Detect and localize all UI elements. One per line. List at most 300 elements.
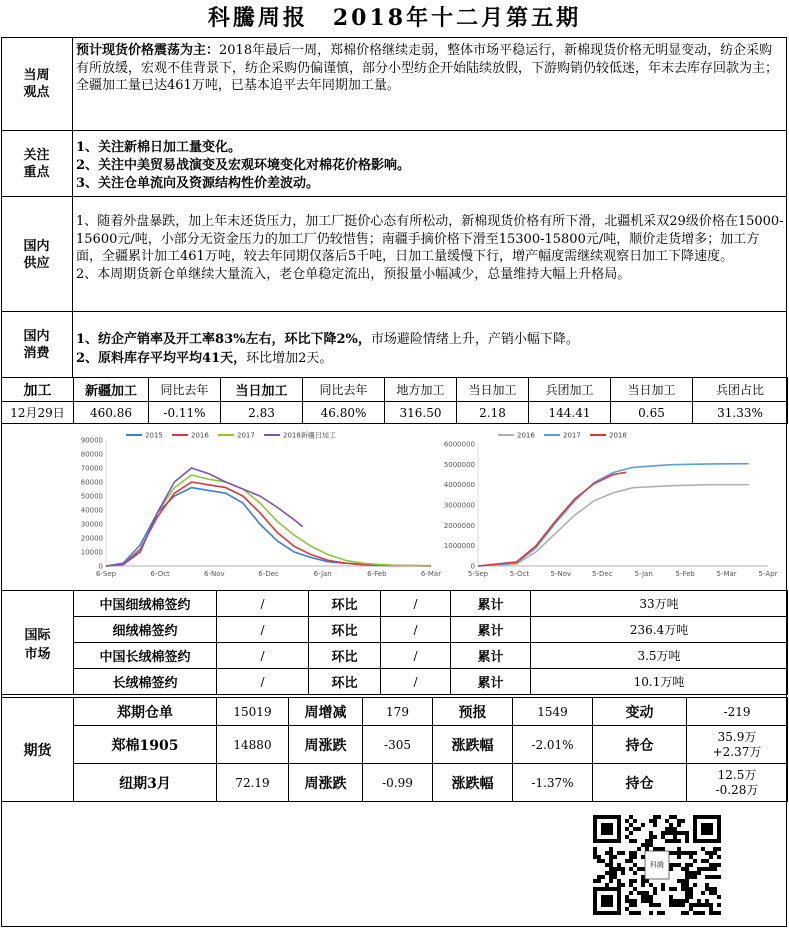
processing-header: 同比去年 bbox=[149, 378, 221, 402]
qr-module bbox=[693, 871, 697, 875]
futures-metric-value: -1.37% bbox=[513, 764, 593, 802]
processing-cell: 144.41 bbox=[529, 402, 611, 424]
qr-module bbox=[709, 911, 713, 915]
qr-module bbox=[641, 895, 645, 899]
qr-module bbox=[617, 851, 621, 855]
futures-table bbox=[1, 697, 788, 802]
qr-module bbox=[705, 887, 709, 891]
qr-module bbox=[649, 839, 653, 843]
qr-module bbox=[641, 879, 645, 883]
weekly-view-label bbox=[1, 38, 73, 130]
qr-module bbox=[597, 879, 601, 883]
qr-module bbox=[661, 887, 665, 891]
futures-row bbox=[2, 698, 788, 726]
y-tick-label: 0 bbox=[470, 562, 475, 571]
y-tick-label: 70000 bbox=[80, 464, 103, 473]
international-market-table bbox=[1, 590, 788, 695]
qr-module bbox=[689, 855, 693, 859]
qr-module bbox=[657, 903, 661, 907]
qr-module bbox=[713, 851, 717, 855]
qr-module bbox=[681, 879, 685, 883]
qr-module bbox=[685, 891, 689, 895]
futures-position-change: -0.28万 bbox=[715, 782, 759, 797]
consumption-text bbox=[73, 328, 787, 370]
futures-position-value: 12.5万 bbox=[717, 767, 757, 782]
qr-module bbox=[609, 875, 613, 879]
qr-module bbox=[633, 879, 637, 883]
processing-header: 同比去年 bbox=[303, 378, 385, 402]
futures-metric-label: 周涨跌 bbox=[289, 764, 363, 802]
supply-paragraph-1: 1、随着外盘暴跌，加上年末还货压力，加工厂挺价心态有所松动，新棉现货价格有所下滑，北疆机采双29级价格在15000-15600元/吨，小部分无资金压力的加工厂仍较惜售；南疆手摘价格下滑至15300-15800元/吨，顺价走货增多；加工方面，全疆累计加工461万吨，较去年同期仅落后5千吨，日加工量缓慢下行，增产幅度需继续观察日加工下降速度。 bbox=[76, 214, 784, 264]
qr-module bbox=[681, 867, 685, 871]
x-tick-label: 5-Jan bbox=[634, 570, 653, 578]
qr-module bbox=[713, 863, 717, 867]
processing-header: 当日加工 bbox=[611, 378, 693, 402]
qr-module bbox=[649, 911, 653, 915]
qr-module bbox=[633, 851, 637, 855]
qr-module bbox=[669, 867, 673, 871]
qr-module bbox=[685, 851, 689, 855]
qr-module bbox=[685, 883, 689, 887]
qr-module bbox=[637, 891, 641, 895]
qr-module bbox=[685, 831, 689, 835]
qr-module bbox=[677, 839, 681, 843]
qr-module bbox=[641, 891, 645, 895]
weekly-view-section bbox=[1, 38, 787, 130]
focus-section bbox=[1, 130, 787, 196]
qr-module bbox=[693, 883, 697, 887]
qr-module bbox=[645, 895, 649, 899]
weekly-label-line1: 当周 bbox=[23, 68, 50, 83]
futures-metric-label: 周涨跌 bbox=[289, 726, 363, 764]
processing-value-row bbox=[2, 402, 788, 424]
futures-row bbox=[2, 726, 788, 764]
qr-module bbox=[717, 875, 721, 879]
qr-module bbox=[593, 855, 597, 859]
qr-module bbox=[633, 887, 637, 891]
qr-module bbox=[685, 875, 689, 879]
y-tick-label: 10000 bbox=[80, 548, 103, 557]
qr-module bbox=[685, 835, 689, 839]
qr-module bbox=[665, 819, 669, 823]
futures-label: 期货 bbox=[2, 698, 74, 802]
qr-module bbox=[669, 851, 673, 855]
qr-module bbox=[645, 899, 649, 903]
qr-module bbox=[613, 867, 617, 871]
qr-module bbox=[717, 863, 721, 867]
qr-module bbox=[709, 851, 713, 855]
processing-header-row bbox=[2, 378, 788, 402]
qr-module bbox=[601, 875, 605, 879]
futures-metric-value: 179 bbox=[363, 698, 433, 726]
qr-module bbox=[653, 823, 657, 827]
qr-module bbox=[593, 879, 597, 883]
focus-label bbox=[1, 131, 73, 197]
qr-module bbox=[637, 911, 641, 915]
qr-module bbox=[705, 899, 709, 903]
consumption-label-line2: 消费 bbox=[23, 346, 50, 361]
intl-cum-label: 累计 bbox=[451, 643, 531, 669]
consumption-l1-bold: 1、纺企产销率及开工率83%左右，环比下降2%， bbox=[76, 332, 371, 347]
consumption-label bbox=[1, 312, 73, 378]
supply-label-line1: 国内 bbox=[23, 238, 50, 254]
qr-module bbox=[661, 835, 665, 839]
qr-module bbox=[673, 903, 677, 907]
consumption-l2-bold: 2、原料库存平均平均41天， bbox=[76, 351, 247, 366]
futures-metric-label: 持仓 bbox=[593, 726, 687, 764]
x-tick-label: 5-Dec bbox=[592, 570, 613, 578]
weekly-lead: 预计现货价格震荡为主： bbox=[76, 43, 220, 58]
qr-module bbox=[653, 891, 657, 895]
qr-module bbox=[661, 911, 665, 915]
qr-module bbox=[673, 827, 677, 831]
qr-module bbox=[641, 883, 645, 887]
qr-module bbox=[649, 831, 653, 835]
futures-row bbox=[2, 764, 788, 802]
qr-module bbox=[605, 863, 609, 867]
y-tick-label: 4000000 bbox=[443, 481, 475, 490]
futures-item: 郑棉1905 bbox=[74, 726, 217, 764]
qr-module bbox=[685, 867, 689, 871]
qr-module bbox=[681, 831, 685, 835]
qr-module bbox=[717, 847, 721, 851]
qr-module bbox=[717, 911, 721, 915]
intl-value: / bbox=[217, 591, 309, 617]
qr-module bbox=[697, 871, 701, 875]
focus-item: 3、关注仓单流向及资源结构性价差波动。 bbox=[76, 176, 320, 191]
qr-module bbox=[701, 859, 705, 863]
focus-list bbox=[73, 137, 787, 195]
qr-module bbox=[637, 847, 641, 851]
qr-module bbox=[701, 891, 705, 895]
qr-module bbox=[693, 911, 697, 915]
qr-module bbox=[629, 883, 633, 887]
focus-item: 1、关注新棉日加工量变化。 bbox=[76, 140, 242, 155]
qr-module bbox=[685, 871, 689, 875]
qr-module bbox=[681, 819, 685, 823]
qr-module bbox=[665, 839, 669, 843]
intl-row bbox=[2, 643, 788, 669]
processing-header: 加工 bbox=[2, 378, 74, 402]
series-line bbox=[106, 482, 431, 566]
intl-ring-label: 环比 bbox=[309, 591, 381, 617]
futures-metric-label: 预报 bbox=[433, 698, 513, 726]
qr-module bbox=[605, 871, 609, 875]
qr-module bbox=[713, 847, 717, 851]
qr-module bbox=[625, 827, 629, 831]
qr-module bbox=[629, 867, 633, 871]
qr-module bbox=[701, 847, 705, 851]
qr-module bbox=[621, 851, 625, 855]
qr-module bbox=[641, 823, 645, 827]
futures-position bbox=[687, 726, 788, 764]
qr-module bbox=[677, 847, 681, 851]
x-tick-label: 6-Oct bbox=[150, 570, 170, 578]
qr-module bbox=[625, 859, 629, 863]
qr-module bbox=[649, 899, 653, 903]
qr-module bbox=[665, 827, 669, 831]
qr-module bbox=[653, 815, 657, 819]
qr-module bbox=[601, 859, 605, 863]
qr-module bbox=[689, 903, 693, 907]
qr-module bbox=[709, 867, 713, 871]
qr-module bbox=[677, 851, 681, 855]
qr-module bbox=[597, 875, 601, 879]
focus-label-line2: 重点 bbox=[23, 165, 50, 180]
qr-module bbox=[685, 899, 689, 903]
consumption-section bbox=[1, 311, 787, 377]
qr-module bbox=[641, 899, 645, 903]
processing-cell: -0.11% bbox=[149, 402, 221, 424]
processing-header: 当日加工 bbox=[457, 378, 529, 402]
qr-module bbox=[689, 871, 693, 875]
qr-module bbox=[625, 907, 629, 911]
qr-module bbox=[609, 851, 613, 855]
qr-module bbox=[653, 819, 657, 823]
qr-module bbox=[597, 855, 601, 859]
processing-header: 当日加工 bbox=[221, 378, 303, 402]
intl-name: 中国长绒棉签约 bbox=[74, 643, 217, 669]
x-tick-label: 5-Apr bbox=[758, 570, 778, 578]
supply-label bbox=[1, 197, 73, 312]
qr-module bbox=[669, 823, 673, 827]
qr-module bbox=[657, 815, 661, 819]
y-tick-label: 80000 bbox=[80, 450, 103, 459]
qr-module bbox=[689, 887, 693, 891]
qr-module bbox=[653, 887, 657, 891]
qr-module bbox=[681, 903, 685, 907]
legend-label: 2017 bbox=[563, 431, 581, 440]
qr-module bbox=[677, 819, 681, 823]
x-tick-label: 6-Feb bbox=[367, 570, 387, 578]
processing-header: 新疆加工 bbox=[74, 378, 149, 402]
qr-module bbox=[705, 851, 709, 855]
qr-module bbox=[713, 875, 717, 879]
futures-position bbox=[687, 764, 788, 802]
intl-name: 中国细绒棉签约 bbox=[74, 591, 217, 617]
qr-module bbox=[629, 815, 633, 819]
y-tick-label: 3000000 bbox=[443, 501, 475, 510]
futures-value: 72.19 bbox=[217, 764, 289, 802]
qr-module bbox=[705, 875, 709, 879]
qr-logo-text: 科腾 bbox=[650, 861, 664, 869]
qr-module bbox=[629, 899, 633, 903]
qr-module bbox=[717, 903, 721, 907]
qr-module bbox=[633, 827, 637, 831]
qr-module bbox=[669, 903, 673, 907]
daily-processing-chart bbox=[70, 428, 440, 588]
intl-row bbox=[2, 669, 788, 695]
qr-module bbox=[629, 891, 633, 895]
qr-module bbox=[633, 903, 637, 907]
qr-module bbox=[605, 883, 609, 887]
cumulative-processing-chart bbox=[440, 428, 778, 588]
qr-module bbox=[689, 863, 693, 867]
qr-module bbox=[701, 867, 705, 871]
futures-metric-label: 周增减 bbox=[289, 698, 363, 726]
y-tick-label: 1000000 bbox=[443, 542, 475, 551]
intl-label bbox=[2, 591, 74, 695]
qr-module bbox=[673, 835, 677, 839]
qr-module bbox=[645, 843, 649, 847]
qr-module bbox=[681, 899, 685, 903]
intl-ring-label: 环比 bbox=[309, 669, 381, 695]
qr-module bbox=[709, 891, 713, 895]
futures-item: 纽期3月 bbox=[74, 764, 217, 802]
qr-module bbox=[621, 883, 625, 887]
qr-module bbox=[625, 899, 629, 903]
futures-metric-value: 1549 bbox=[513, 698, 593, 726]
intl-cum-value: 3.5万吨 bbox=[531, 643, 788, 669]
qr-module bbox=[649, 903, 653, 907]
qr-module bbox=[609, 855, 613, 859]
qr-module bbox=[693, 851, 697, 855]
qr-module bbox=[713, 891, 717, 895]
qr-module bbox=[649, 819, 653, 823]
qr-module bbox=[681, 883, 685, 887]
qr-module bbox=[617, 867, 621, 871]
futures-value: 14880 bbox=[217, 726, 289, 764]
qr-module bbox=[697, 903, 701, 907]
qr-module bbox=[701, 911, 705, 915]
qr-module bbox=[685, 863, 689, 867]
consumption-line-1 bbox=[76, 330, 784, 349]
qr-module bbox=[681, 887, 685, 891]
qr-module bbox=[673, 863, 677, 867]
x-tick-label: 5-Nov bbox=[550, 570, 572, 578]
futures-position-change: +2.37万 bbox=[712, 744, 762, 759]
intl-ring-label: 环比 bbox=[309, 617, 381, 643]
qr-module bbox=[689, 875, 693, 879]
qr-module bbox=[689, 907, 693, 911]
qr-module bbox=[633, 863, 637, 867]
processing-cell: 460.86 bbox=[74, 402, 149, 424]
qr-module bbox=[677, 831, 681, 835]
supply-text bbox=[73, 211, 787, 285]
qr-module bbox=[709, 875, 713, 879]
processing-cell: 2.83 bbox=[221, 402, 303, 424]
series-line bbox=[478, 472, 626, 566]
intl-value: / bbox=[217, 617, 309, 643]
consumption-l1-rest: 市场避险情绪上升，产销小幅下降。 bbox=[370, 332, 579, 347]
qr-module bbox=[685, 895, 689, 899]
qr-module bbox=[597, 859, 601, 863]
qr-module bbox=[645, 891, 649, 895]
qr-module bbox=[673, 887, 677, 891]
qr-module bbox=[641, 875, 645, 879]
qr-module bbox=[617, 879, 621, 883]
qr-module bbox=[697, 911, 701, 915]
qr-module bbox=[629, 823, 633, 827]
y-tick-label: 0 bbox=[98, 562, 103, 571]
intl-cum-label: 累计 bbox=[451, 591, 531, 617]
qr-module bbox=[633, 819, 637, 823]
qr-module bbox=[661, 883, 665, 887]
qr-module bbox=[717, 895, 721, 899]
focus-item: 2、关注中美贸易战演变及宏观环境变化对棉花价格影响。 bbox=[76, 158, 411, 173]
legend-label: 2018新疆日加工 bbox=[283, 431, 336, 440]
qr-module bbox=[697, 899, 701, 903]
x-tick-label: 6-Mar bbox=[420, 570, 442, 578]
processing-cell: 46.80% bbox=[303, 402, 385, 424]
qr-module bbox=[689, 851, 693, 855]
qr-module bbox=[705, 867, 709, 871]
processing-header: 地方加工 bbox=[385, 378, 457, 402]
qr-module bbox=[641, 867, 645, 871]
futures-value: 15019 bbox=[217, 698, 289, 726]
intl-cum-label: 累计 bbox=[451, 669, 531, 695]
qr-module bbox=[677, 879, 681, 883]
qr-module bbox=[629, 903, 633, 907]
qr-module bbox=[677, 823, 681, 827]
qr-module bbox=[669, 827, 673, 831]
legend-label: 2015 bbox=[145, 431, 163, 440]
qr-module bbox=[669, 815, 673, 819]
qr-module bbox=[673, 815, 677, 819]
qr-finder-core bbox=[601, 823, 613, 835]
qr-module bbox=[609, 863, 613, 867]
futures-position-value: 35.9万 bbox=[717, 729, 757, 744]
qr-module bbox=[613, 871, 617, 875]
qr-module bbox=[681, 851, 685, 855]
y-tick-label: 5000000 bbox=[443, 460, 475, 469]
qr-module bbox=[709, 887, 713, 891]
y-tick-label: 2000000 bbox=[443, 521, 475, 530]
qr-module bbox=[673, 851, 677, 855]
intl-value: / bbox=[217, 643, 309, 669]
qr-module bbox=[641, 843, 645, 847]
futures-metric-value: -2.01% bbox=[513, 726, 593, 764]
processing-header: 兵团加工 bbox=[529, 378, 611, 402]
qr-module bbox=[653, 835, 657, 839]
weekly-view-text bbox=[73, 40, 787, 97]
processing-table bbox=[1, 377, 788, 424]
series-line bbox=[478, 464, 749, 566]
qr-module bbox=[625, 895, 629, 899]
qr-module bbox=[633, 839, 637, 843]
qr-module bbox=[629, 831, 633, 835]
qr-module bbox=[653, 903, 657, 907]
qr-module bbox=[677, 899, 681, 903]
x-tick-label: 5-Feb bbox=[675, 570, 695, 578]
qr-module bbox=[633, 855, 637, 859]
qr-module bbox=[705, 903, 709, 907]
qr-module bbox=[669, 895, 673, 899]
qr-module bbox=[613, 855, 617, 859]
consumption-line-2 bbox=[76, 349, 784, 368]
qr-module bbox=[633, 911, 637, 915]
qr-module bbox=[697, 867, 701, 871]
y-tick-label: 50000 bbox=[80, 492, 103, 501]
processing-cell: 0.65 bbox=[611, 402, 693, 424]
qr-module bbox=[689, 895, 693, 899]
qr-module bbox=[621, 871, 625, 875]
intl-row bbox=[2, 617, 788, 643]
legend-label: 2016 bbox=[191, 431, 209, 440]
qr-module bbox=[593, 851, 597, 855]
qr-module bbox=[645, 847, 649, 851]
qr-module bbox=[629, 855, 633, 859]
qr-module bbox=[661, 847, 665, 851]
x-tick-label: 5-Mar bbox=[716, 570, 737, 578]
futures-item: 郑期仓单 bbox=[74, 698, 217, 726]
supply-label-line2: 供应 bbox=[23, 255, 50, 271]
intl-label-line2: 市场 bbox=[24, 646, 51, 662]
y-tick-label: 60000 bbox=[80, 478, 103, 487]
qr-module bbox=[629, 859, 633, 863]
consumption-label-line1: 国内 bbox=[23, 329, 50, 344]
qr-module bbox=[633, 871, 637, 875]
